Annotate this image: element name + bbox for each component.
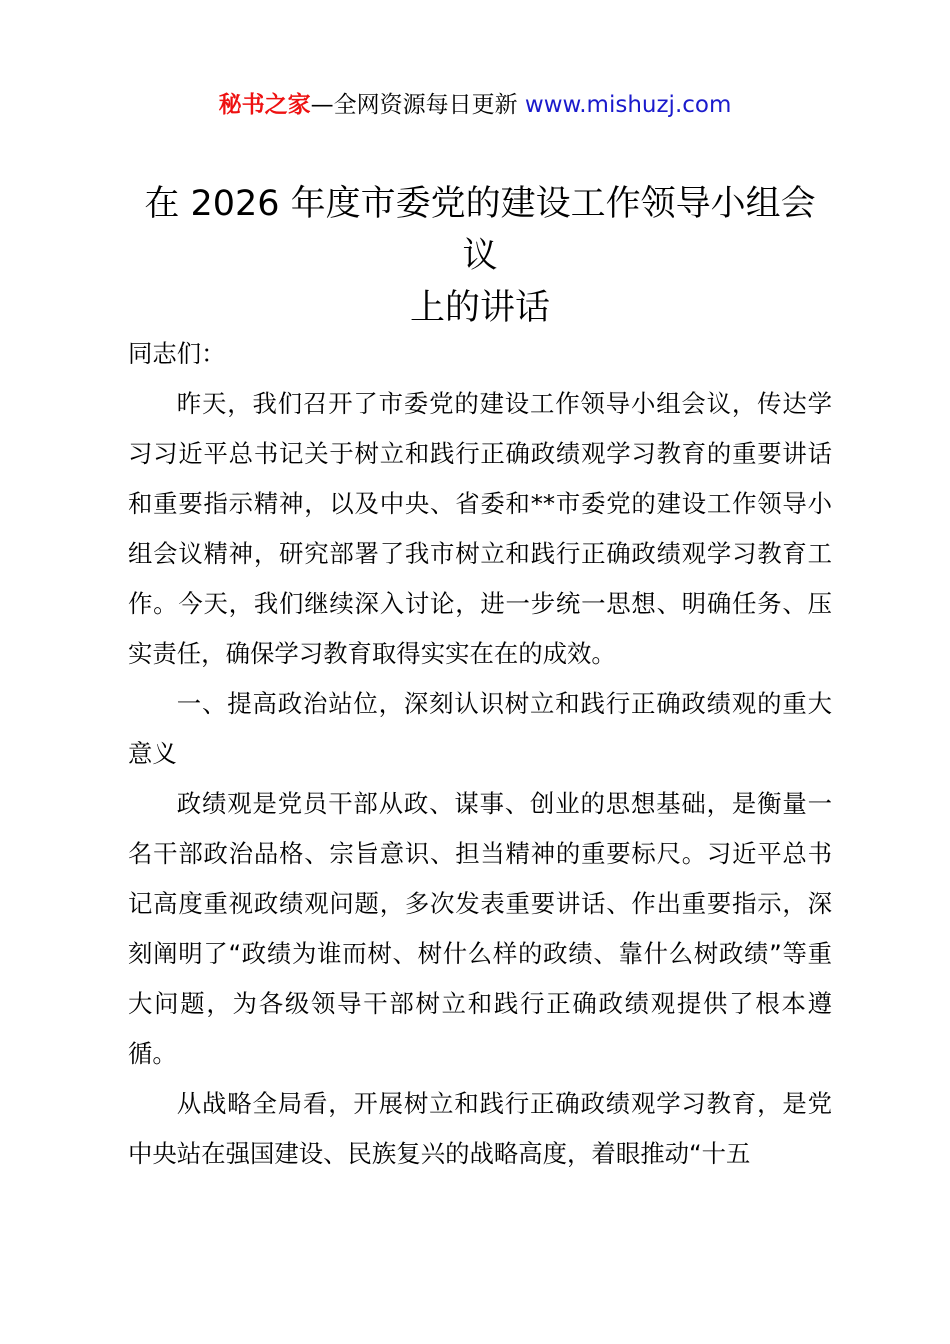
paragraph-body: 政绩观是党员干部从政、谋事、创业的思想基础，是衡量一名干部政治品格、宗旨意识、担当精神的重要标尺。习近平总书记高度重视政绩观问题，多次发表重要讲话、作出重要指示，深刻阐明了“政绩为谁而树、树什么样的政绩、靠什么树政绩”等重大问题，为各级领导干部树立和践行正确政绩观提供了根本遵循。 (128, 789, 832, 1068)
paragraph-intro: 昨天，我们召开了市委党的建设工作领导小组会议，传达学习习近平总书记关于树立和践行正确政绩观学习教育的重要讲话和重要指示精神，以及中央、省委和**市委党的建设工作领导小组会议精神，研究部署了我市树立和践行正确政绩观学习教育工作。今天，我们继续深入讨论，进一步统一思想、明确任务、压实责任，确保学习教育取得实实在在的成效。 (128, 389, 832, 668)
paragraph-body: 从战略全局看，开展树立和践行正确政绩观学习教育，是党中央站在强国建设、民族复兴的战略高度，着眼推动“十五 (128, 1089, 832, 1168)
section-heading-1: 一、提高政治站位，深刻认识树立和践行正确政绩观的重大意义 (128, 689, 832, 768)
header-tagline: —全网资源每日更新 (310, 92, 518, 118)
title-line-2: 上的讲话 (409, 288, 550, 328)
brand-name: 秘书之家 (218, 92, 311, 118)
document-title (128, 178, 832, 334)
site-header (0, 88, 950, 122)
site-url-link[interactable]: www.mishuzj.com (524, 92, 732, 118)
document-body (128, 329, 832, 1179)
salutation: 同志们： (128, 339, 226, 368)
title-line-1: 在 2026 年度市委党的建设工作领导小组会议 (144, 184, 816, 276)
